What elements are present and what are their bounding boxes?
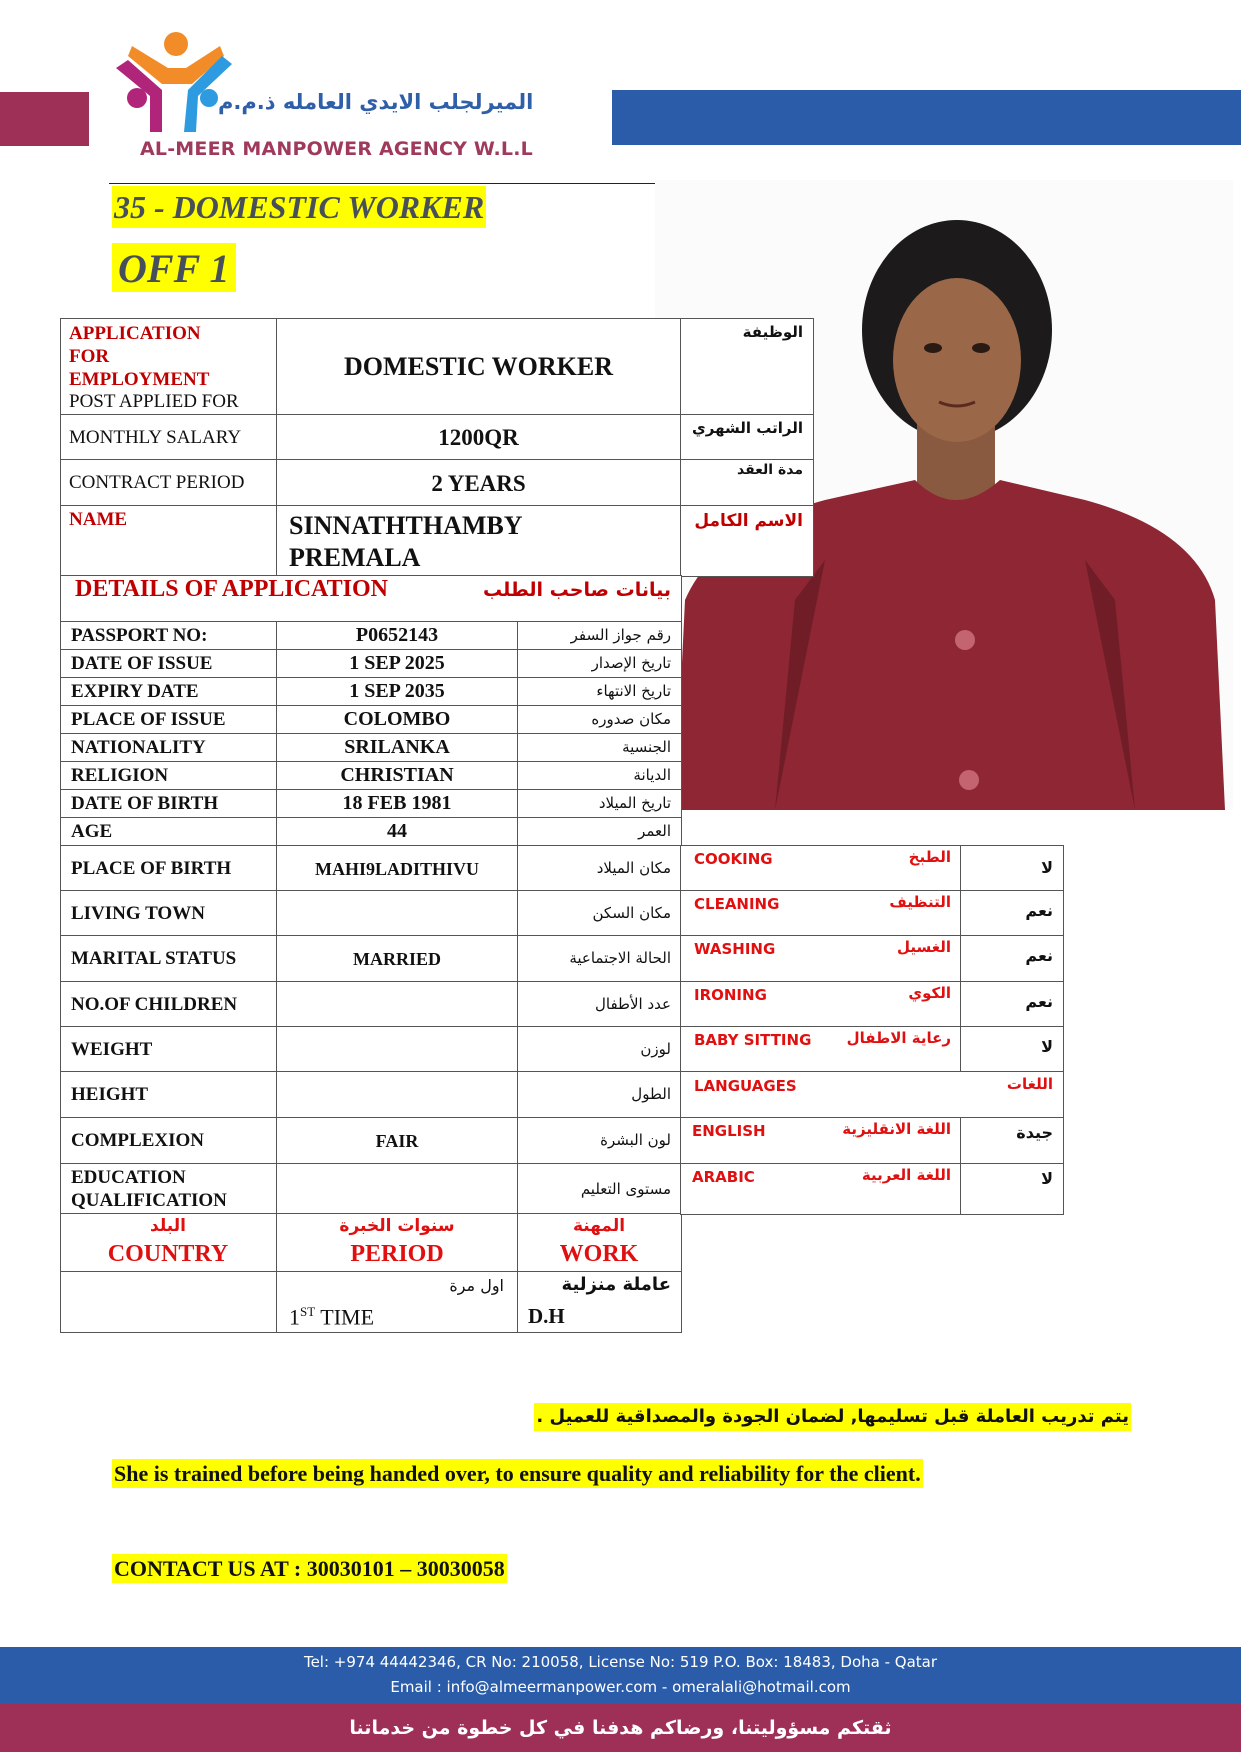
- skill-answer-cell: [960, 935, 1064, 982]
- detail-label-cell: [60, 1071, 278, 1118]
- skill-cell: [680, 935, 962, 982]
- exp-work-cell: [517, 1271, 682, 1333]
- detail-ar-cell: [517, 981, 682, 1028]
- language-name: ENGLISH: [692, 1122, 766, 1140]
- exp-work-en: WORK: [559, 1241, 639, 1267]
- exp-country-cell: [60, 1271, 278, 1333]
- skill-name: BABY SITTING: [694, 1031, 812, 1049]
- post-label-red-2: FOR: [69, 346, 110, 367]
- detail-label-cell: [60, 935, 278, 982]
- exp-country-en: COUNTRY: [107, 1241, 229, 1267]
- detail-label-cell: [60, 1026, 278, 1073]
- detail-value-cell: [276, 649, 519, 679]
- language-cell: [680, 1117, 962, 1165]
- detail-value-cell: [276, 1026, 519, 1073]
- detail-value: 18 FEB 1981: [342, 792, 452, 814]
- detail-label-arabic: مكان صدوره: [591, 710, 671, 728]
- language-name-arabic: اللغة الانقليزية: [842, 1120, 951, 1138]
- detail-label-cell: [60, 789, 278, 819]
- education-label-2: QUALIFICATION: [71, 1190, 227, 1211]
- detail-value: SRILANKA: [344, 736, 450, 758]
- header-maroon-bar: [0, 92, 89, 146]
- detail-value-cell: [276, 981, 519, 1028]
- detail-ar-cell: [517, 890, 682, 937]
- education-label-1: EDUCATION: [71, 1167, 186, 1188]
- detail-label: WEIGHT: [71, 1039, 153, 1060]
- detail-label-arabic: عدد الأطفال: [595, 995, 671, 1013]
- skill-answer: لا: [1041, 1037, 1053, 1056]
- reference-code: OFF 1: [112, 243, 236, 292]
- post-ar-cell: [680, 318, 814, 416]
- detail-ar-cell: [517, 1071, 682, 1118]
- detail-label: DATE OF BIRTH: [71, 793, 219, 814]
- skill-answer-cell: [960, 845, 1064, 892]
- detail-value-cell: [276, 890, 519, 937]
- detail-label-arabic: الديانة: [633, 766, 671, 784]
- detail-ar-cell: [517, 935, 682, 982]
- contract-ar-cell: [680, 459, 814, 507]
- exp-period-cell: [276, 1271, 519, 1333]
- name-ar-cell: [680, 505, 814, 577]
- detail-value: FAIR: [375, 1131, 419, 1151]
- detail-ar-cell: [517, 705, 682, 735]
- skill-name-arabic: رعاية الاطفال: [846, 1029, 951, 1047]
- detail-label-cell: [60, 649, 278, 679]
- detail-label-cell: [60, 890, 278, 937]
- exp-work-arabic: عاملة منزلية: [561, 1274, 671, 1295]
- divider-line: [109, 183, 667, 184]
- detail-label-cell: [60, 845, 278, 892]
- contract-label-arabic: مدة العقد: [736, 462, 803, 478]
- contract-label: CONTRACT PERIOD: [69, 472, 245, 493]
- detail-label-arabic: رقم جواز السفر: [570, 626, 671, 644]
- detail-ar-cell: [517, 621, 682, 651]
- salary-label-arabic: الراتب الشهري: [692, 419, 803, 437]
- agency-name-arabic: الميرلجلب الايدي العامله ذ.م.م: [218, 90, 534, 114]
- skill-answer: نعم: [1025, 946, 1053, 965]
- salary-ar-cell: [680, 414, 814, 461]
- detail-ar-cell: [517, 761, 682, 791]
- detail-label-cell: [60, 1117, 278, 1164]
- detail-label-arabic: الجنسية: [622, 738, 671, 756]
- detail-value-cell: [276, 935, 519, 982]
- post-label-arabic: الوظيفة: [742, 323, 803, 341]
- post-value-cell: [276, 318, 682, 416]
- footer-address: Tel: +974 44442346, CR No: 210058, License No: 519 P.O. Box: 18483, Doha - Qatar: [303, 1653, 938, 1671]
- detail-ar-cell: [517, 1026, 682, 1073]
- detail-value: 1 SEP 2035: [349, 680, 445, 702]
- footer-contact-band: [0, 1647, 1241, 1704]
- detail-label: AGE: [71, 821, 113, 842]
- post-value: DOMESTIC WORKER: [344, 352, 613, 381]
- detail-ar-cell: [517, 1117, 682, 1164]
- detail-label: PLACE OF ISSUE: [71, 709, 226, 730]
- detail-value-cell: [276, 845, 519, 892]
- detail-value: 1 SEP 2025: [349, 652, 445, 674]
- detail-value-cell: [276, 705, 519, 735]
- skill-cell: [680, 981, 962, 1028]
- detail-label: NO.OF CHILDREN: [71, 994, 238, 1015]
- footer-slogan: ثقتكم مسؤوليتنا، ورضاكم هدفنا في كل خطوة من خدماتنا: [0, 1704, 1241, 1752]
- detail-label-cell: [60, 677, 278, 707]
- salary-value: 1200QR: [438, 425, 519, 450]
- detail-label-arabic: الطول: [631, 1085, 671, 1103]
- detail-value-cell: [276, 1071, 519, 1118]
- detail-label: HEIGHT: [71, 1084, 149, 1105]
- name-label-arabic: الاسم الكامل: [694, 511, 803, 531]
- exp-period-rest: TIME: [315, 1304, 375, 1330]
- contact-numbers: CONTACT US AT : 30030101 – 30030058: [114, 1556, 505, 1581]
- detail-value: MAHI9LADITHIVU: [314, 859, 479, 879]
- details-header-cell: [60, 575, 682, 623]
- education-ar-cell: [517, 1163, 682, 1215]
- detail-label: COMPLEXION: [71, 1130, 204, 1151]
- skill-answer: لا: [1041, 858, 1053, 877]
- detail-label-arabic: تاريخ الانتهاء: [596, 682, 671, 700]
- skill-name: CLEANING: [694, 895, 780, 913]
- skill-answer-cell: [960, 890, 1064, 937]
- detail-label-arabic: تاريخ الإصدار: [591, 654, 671, 672]
- languages-title: LANGUAGES: [694, 1077, 797, 1095]
- skill-cell: [680, 845, 962, 892]
- detail-value-cell: [276, 733, 519, 763]
- detail-value: P0652143: [355, 624, 439, 646]
- detail-label-arabic: لوزن: [640, 1040, 671, 1058]
- detail-label: MARITAL STATUS: [71, 948, 237, 969]
- training-note-arabic: يتم تدريب العاملة قبل تسليمها, لضمان الجودة والمصداقية للعميل .: [534, 1403, 1131, 1431]
- skill-answer-cell: [960, 981, 1064, 1028]
- footer-email: Email : info@almeermanpower.com - omeralali@hotmail.com: [390, 1678, 851, 1696]
- name-label: NAME: [69, 509, 128, 530]
- detail-ar-cell: [517, 817, 682, 847]
- skill-answer: نعم: [1025, 901, 1053, 920]
- exp-period-ar: سنوات الخبرة: [339, 1216, 455, 1236]
- agency-name-english: AL-MEER MANPOWER AGENCY W.L.L: [140, 138, 533, 160]
- training-note-english: She is trained before being handed over, to ensure quality and reliability for the client.: [114, 1461, 921, 1486]
- skill-name: WASHING: [694, 940, 776, 958]
- skill-name-arabic: الغسيل: [896, 938, 951, 956]
- detail-value: CHRISTIAN: [340, 764, 454, 786]
- detail-value: 44: [387, 820, 407, 842]
- skill-name-arabic: الطبخ: [908, 848, 951, 866]
- skill-cell: [680, 890, 962, 937]
- exp-period-header: [276, 1213, 519, 1273]
- detail-label-cell: [60, 705, 278, 735]
- skill-name: IRONING: [694, 986, 767, 1004]
- detail-value: COLOMBO: [343, 708, 451, 730]
- exp-period-num: 1: [289, 1304, 300, 1330]
- skill-cell: [680, 1026, 962, 1073]
- detail-ar-cell: [517, 733, 682, 763]
- exp-country-ar: البلد: [150, 1216, 186, 1236]
- skill-name-arabic: الكوي: [908, 984, 951, 1002]
- exp-work-ar: المهنة: [572, 1216, 626, 1236]
- exp-period-sup: ST: [300, 1304, 316, 1319]
- detail-ar-cell: [517, 789, 682, 819]
- post-label-red-3: EMPLOYMENT: [69, 369, 210, 390]
- exp-work-header: [517, 1213, 682, 1273]
- detail-label: PLACE OF BIRTH: [71, 858, 232, 879]
- detail-ar-cell: [517, 677, 682, 707]
- contract-value: 2 YEARS: [431, 471, 526, 496]
- post-label-red-1: APPLICATION: [69, 323, 201, 344]
- detail-label: DATE OF ISSUE: [71, 653, 213, 674]
- exp-period-en: PERIOD: [350, 1241, 444, 1267]
- agency-logo-icon: [112, 26, 242, 138]
- details-title-arabic: بيانات صاحب الطلب: [483, 579, 671, 601]
- detail-value-cell: [276, 1117, 519, 1164]
- languages-header-cell: [680, 1071, 1064, 1118]
- detail-label-cell: [60, 817, 278, 847]
- language-answer-cell: [960, 1117, 1064, 1165]
- detail-label-arabic: العمر: [638, 822, 671, 840]
- salary-label-cell: [60, 414, 278, 461]
- name-value-cell: [276, 505, 682, 577]
- language-cell: [680, 1163, 962, 1215]
- detail-value-cell: [276, 677, 519, 707]
- exp-country-header: [60, 1213, 278, 1273]
- detail-label: LIVING TOWN: [71, 903, 205, 924]
- education-value-cell: [276, 1163, 519, 1215]
- skill-name-arabic: التنظيف: [889, 893, 951, 911]
- page-title: 35 - DOMESTIC WORKER: [112, 186, 486, 228]
- skill-name: COOKING: [694, 850, 773, 868]
- exp-period-value: [289, 1304, 374, 1330]
- skill-answer-cell: [960, 1026, 1064, 1073]
- detail-label: RELIGION: [71, 765, 169, 786]
- language-name-arabic: اللغة العربية: [861, 1166, 951, 1184]
- name-line-2: PREMALA: [289, 543, 421, 572]
- detail-label-arabic: تاريخ الميلاد: [598, 794, 671, 812]
- salary-label: MONTHLY SALARY: [69, 427, 242, 448]
- name-label-cell: [60, 505, 278, 577]
- education-label-cell: [60, 1163, 278, 1215]
- contract-value-cell: [276, 459, 682, 507]
- detail-label: NATIONALITY: [71, 737, 206, 758]
- header-blue-bar: [612, 90, 1241, 145]
- details-title: DETAILS OF APPLICATION: [75, 576, 388, 602]
- language-answer-cell: [960, 1163, 1064, 1215]
- detail-label: PASSPORT NO:: [71, 625, 208, 646]
- exp-work-value: D.H: [528, 1304, 565, 1328]
- contract-label-cell: [60, 459, 278, 507]
- detail-label-cell: [60, 981, 278, 1028]
- post-label: POST APPLIED FOR: [69, 391, 239, 412]
- detail-label-cell: [60, 621, 278, 651]
- name-line-1: SINNATHTHAMBY: [289, 511, 523, 540]
- detail-label-arabic: الحالة الاجتماعية: [569, 949, 671, 967]
- skill-answer: نعم: [1025, 992, 1053, 1011]
- detail-label-arabic: لون البشرة: [600, 1131, 671, 1149]
- language-answer: لا: [1041, 1169, 1053, 1188]
- salary-value-cell: [276, 414, 682, 461]
- detail-label-cell: [60, 761, 278, 791]
- detail-ar-cell: [517, 649, 682, 679]
- post-label-cell: [60, 318, 278, 416]
- detail-value-cell: [276, 817, 519, 847]
- language-answer: جيدة: [1016, 1123, 1053, 1142]
- exp-period-arabic: اول مرة: [449, 1276, 504, 1295]
- detail-value: MARRIED: [353, 949, 441, 969]
- detail-ar-cell: [517, 845, 682, 892]
- detail-value-cell: [276, 789, 519, 819]
- detail-label-arabic: مكان الميلاد: [596, 859, 671, 877]
- detail-label-arabic: مكان السكن: [592, 904, 671, 922]
- languages-title-arabic: اللغات: [1006, 1075, 1053, 1093]
- detail-label: EXPIRY DATE: [71, 681, 199, 702]
- detail-value-cell: [276, 761, 519, 791]
- language-name: ARABIC: [692, 1168, 755, 1186]
- education-label-arabic: مستوى التعليم: [580, 1180, 671, 1198]
- detail-label-cell: [60, 733, 278, 763]
- detail-value-cell: [276, 621, 519, 651]
